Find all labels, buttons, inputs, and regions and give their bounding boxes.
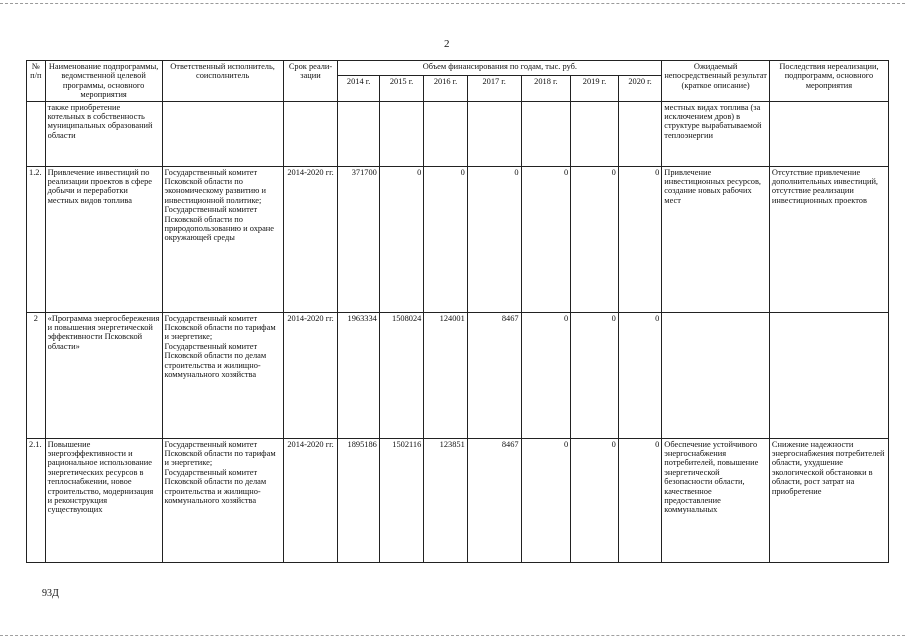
cell-executor: Государственный комитет Псковской области по тарифам и энергетике; Государственный комитет Псковской области по делам строительства и жилищно-коммунального хозяйства (162, 438, 283, 562)
header-result: Ожидаемый непосредственный результат (краткое описание) (662, 61, 770, 102)
scan-edge-top (0, 3, 905, 4)
cell-value: 1895186 (338, 438, 379, 562)
cell-value: 0 (521, 438, 571, 562)
cell-term: 2014-2020 гг. (283, 166, 338, 312)
header-year: 2017 г. (467, 75, 521, 101)
table-row (27, 438, 889, 562)
cell-consequence (769, 312, 888, 438)
header-funding: Объем финансирования по годам, тыс. руб. (338, 61, 662, 76)
cell-value: 0 (379, 166, 423, 312)
header-consequence: Последствия нереализации, подпрограмм, основного мероприятия (769, 61, 888, 102)
cell-value: 124001 (424, 312, 467, 438)
header-year: 2016 г. (424, 75, 467, 101)
header-executor: Ответственный исполнитель, соисполнитель (162, 61, 283, 102)
cell-value: 0 (571, 312, 619, 438)
cell-value: 371700 (338, 166, 379, 312)
cell-value: 0 (521, 312, 571, 438)
cell-value: 8467 (467, 312, 521, 438)
table-row (27, 166, 889, 312)
cell-num: 2.1. (27, 438, 46, 562)
cell-result: местных видах топлива (за исключением дров) в структуре вырабатываемой теплоэнергии (662, 101, 770, 166)
cell-value: 123851 (424, 438, 467, 562)
cell-value: 0 (618, 166, 661, 312)
cell-value: 1963334 (338, 312, 379, 438)
cell-name: Повышение энергоэффективности и рациональное использование энергетических ресурсов в теплоснабжении, новое строительство, модернизация и реконструкция существующих (45, 438, 162, 562)
cell-value: 1508024 (379, 312, 423, 438)
header-row (27, 61, 889, 76)
header-year: 2015 г. (379, 75, 423, 101)
cell-consequence: Снижение надежности энергоснабжения потребителей области, ухудшение экологической обстановки в области, рост затрат на приобретение (769, 438, 888, 562)
header-year: 2020 г. (618, 75, 661, 101)
cell-value: 0 (618, 312, 661, 438)
cell-value: 0 (618, 438, 661, 562)
cell-value: 0 (467, 166, 521, 312)
cell-value: 0 (424, 166, 467, 312)
cell-executor: Государственный комитет Псковской области по тарифам и энергетике; Государственный комитет Псковской области по делам строительства и жилищно-коммунального хозяйства (162, 312, 283, 438)
header-year: 2014 г. (338, 75, 379, 101)
header-year: 2018 г. (521, 75, 571, 101)
cell-value: 8467 (467, 438, 521, 562)
header-term: Срок реали-зации (283, 61, 338, 102)
header-num: № п/п (27, 61, 46, 102)
footer-code: 93Д (42, 588, 59, 599)
cell-value: 0 (521, 166, 571, 312)
cell-consequence: Отсутствие привлечение дополнительных инвестиций, отсутствие реализации инвестиционных проектов (769, 166, 888, 312)
table-row-continuation (27, 101, 889, 166)
scan-edge-bottom (0, 635, 905, 636)
cell-name: «Программа энергосбережения и повышения энергетической эффективности Псковской области» (45, 312, 162, 438)
program-table (26, 60, 889, 563)
cell-result: Обеспечение устойчивого энергоснабжения потребителей, повышение энергетической безопасности области, качественное предоставление коммунальных (662, 438, 770, 562)
cell-value: 0 (571, 166, 619, 312)
cell-value: 1502116 (379, 438, 423, 562)
cell-term: 2014-2020 гг. (283, 438, 338, 562)
cell-term: 2014-2020 гг. (283, 312, 338, 438)
cell-result (662, 312, 770, 438)
header-name: Наименование подпрограммы, ведомственной целевой программы, основного мероприятия (45, 61, 162, 102)
cell-num: 1.2. (27, 166, 46, 312)
cell-num: 2 (27, 312, 46, 438)
header-year: 2019 г. (571, 75, 619, 101)
cell-name: также приобретение котельных в собственность муниципальных образований области (45, 101, 162, 166)
cell-executor: Государственный комитет Псковской области по экономическому развитию и инвестиционной политике; Государственный комитет Псковской области по природопользованию и охране окружающей среды (162, 166, 283, 312)
page-number: 2 (444, 38, 450, 50)
cell-name: Привлечение инвестиций по реализации проектов в сфере добычи и переработки местных видов топлива (45, 166, 162, 312)
cell-value: 0 (571, 438, 619, 562)
cell-result: Привлечение инвестиционных ресурсов, создание новых рабочих мест (662, 166, 770, 312)
table-row (27, 312, 889, 438)
